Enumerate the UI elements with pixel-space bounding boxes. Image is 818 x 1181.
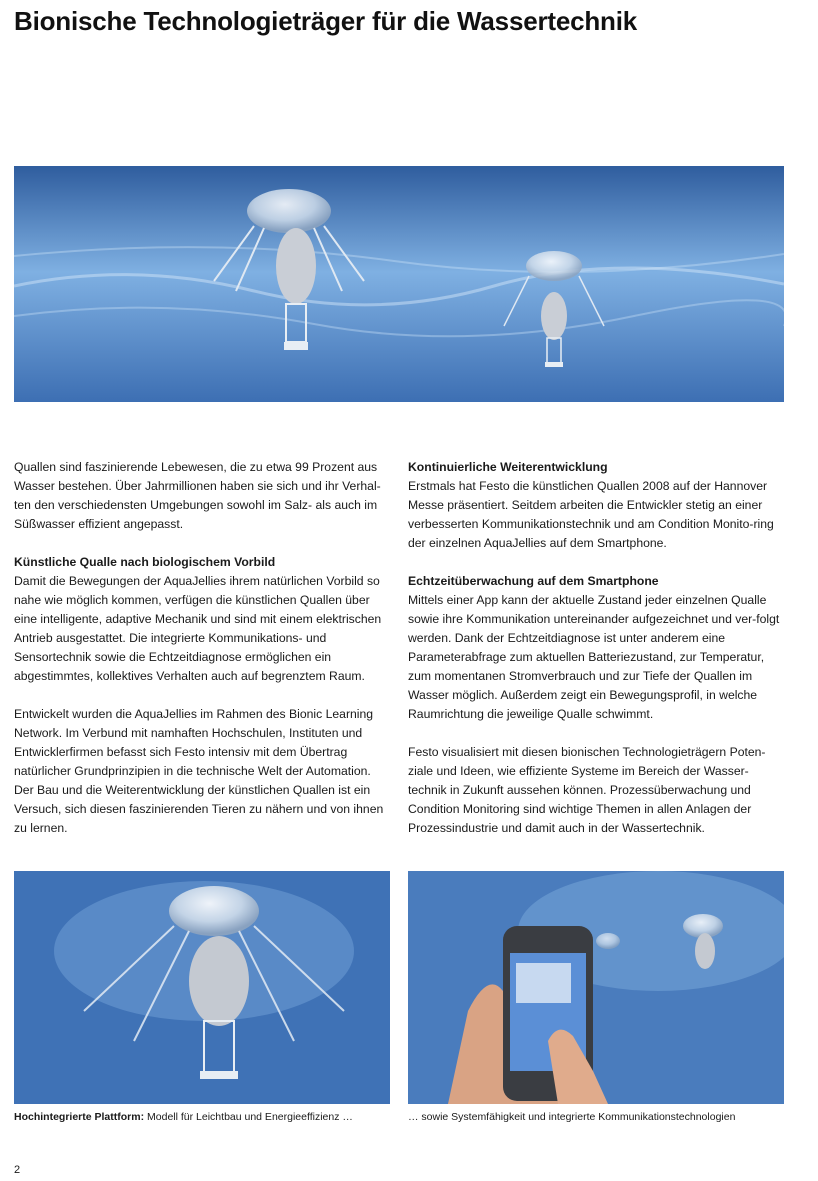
section-heading: Echtzeitüberwachung auf dem Smartphone [408,574,659,588]
body-paragraph: Damit die Bewegungen der AquaJellies ihrem natürlichen Vorbild so nahe wie möglich kommen, verfügen die künstlichen Quallen über eine intelligente, adaptive Mechanik und sind mit einem elektrischen Antrieb ausgestattet. Die integrierte Kommunikations- und Sensortechnik sowie die Echtzeitdiagnose ermöglichen ein abgestimmtes, kollektives Verhalten auch auf begrenztem Raum. [14,574,382,683]
smartphone-photo [408,871,784,1104]
page-number: 2 [14,1164,21,1176]
left-column [14,458,392,857]
caption-bold: Hochintegrierte Plattform: [14,1111,145,1123]
caption-text: Modell für Leichtbau und Energieeffizienz … [144,1111,353,1123]
caption-right: … sowie Systemfähigkeit und integrierte Kommunikationstechnologien [408,1111,736,1123]
caption-left [14,1110,394,1124]
jellyfish-photo [14,871,390,1104]
body-paragraph: Erstmals hat Festo die künstlichen Quallen 2008 auf der Hannover Messe präsentiert. Seitdem arbeiten die Entwickler stetig an einer verbesserten Kommunikationstechnik und am Condition Monito-ring der einzelnen AquaJellies auf dem Smartphone. [408,479,774,550]
body-paragraph: Mittels einer App kann der aktuelle Zustand jeder einzelnen Qualle sowie ihre Kommunikation untereinander aufgezeichnet und ver-folgt werden. Dank der Echtzeitdiagnose ist unter anderem eine Parameterabfrage zum aktuellen Batteriezustand, zur Temperatur, zum momentanen Stromverbrauch und zur Tiefe der Quallen im Wasser möglich. Außerdem zeigt ein Bewegungsprofil, in welche Raumrichtung die jeweilige Qualle schwimmt. [408,593,780,721]
section-heading: Künstliche Qualle nach biologischem Vorbild [14,555,276,569]
body-paragraph: Entwickelt wurden die AquaJellies im Rahmen des Bionic Learning Network. Im Verbund mit namhaften Hochschulen, Instituten und Entwicklerfirmen befasst sich Festo intensiv mit dem Übertrag natürlicher Grundprinzipien in die technische Welt der Automation. Der Bau und die Weiterentwicklung der künstlichen Quallen ist ein Versuch, sich diesen faszinierenden Tieren zu nähern und von ihnen zu lernen. [14,707,384,835]
hero-image [14,166,784,402]
right-column [408,458,786,857]
section-heading: Kontinuierliche Weiterentwicklung [408,460,608,474]
page-title: Bionische Technologieträger für die Wassertechnik [14,6,638,36]
intro-paragraph: Quallen sind faszinierende Lebewesen, die zu etwa 99 Prozent aus Wasser bestehen. Über Jahrmillionen haben sie sich und ihr Verhal-ten den verschiedensten Umgebungen sowohl im Salz- als auch im Süßwasser effizient angepasst. [14,460,381,531]
body-paragraph: Festo visualisiert mit diesen bionischen Technologieträgern Poten-ziale und Ideen, wie effiziente Systeme im Bereich der Wasser-technik in Zukunft aussehen können. Prozessüberwachung und Condition Monitoring sind wichtige Themen in allen Anlagen der Prozessindustrie und damit auch in der Wassertechnik. [408,745,766,835]
